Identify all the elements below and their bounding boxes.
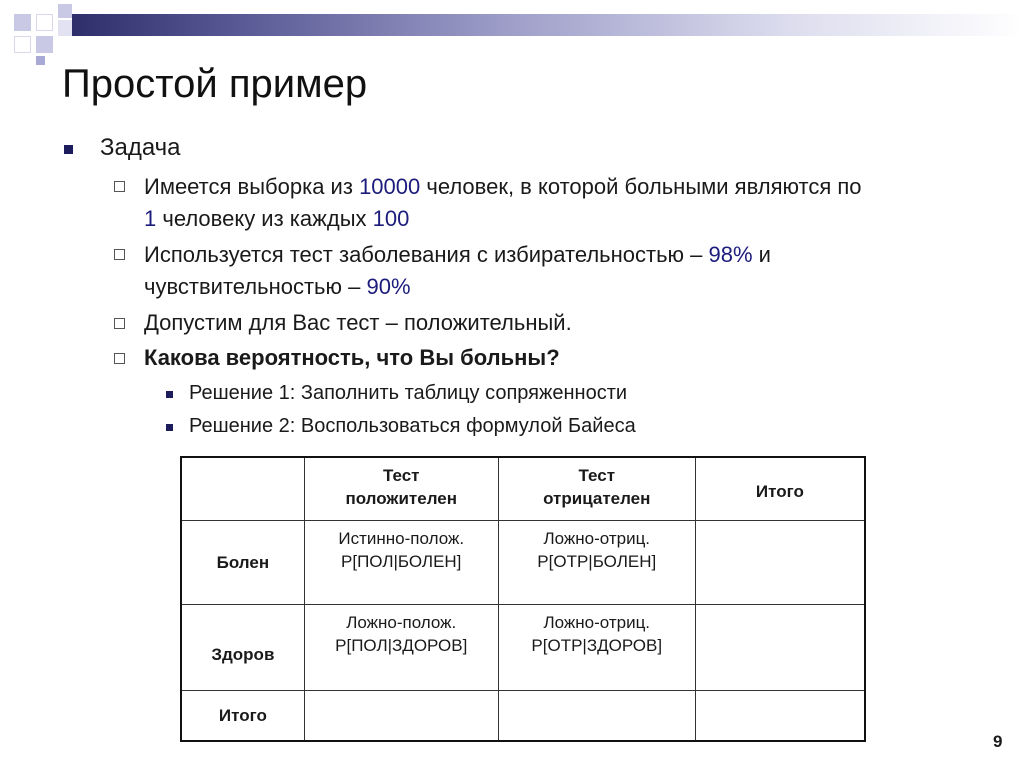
cell-line: P[ОТР|БОЛЕН] [537, 551, 657, 571]
cell-line: P[ПОЛ|ЗДОРОВ] [335, 635, 468, 655]
bullet-item [144, 239, 1004, 303]
bullet-item [144, 171, 1004, 235]
table-cell [498, 690, 695, 741]
number: 100 [372, 206, 410, 231]
table-row [181, 520, 865, 604]
row-header: Болен [181, 520, 304, 604]
decor-square [36, 36, 53, 53]
task-label: Задача [100, 134, 181, 161]
table-cell [304, 520, 498, 604]
header-line: положителен [345, 489, 457, 508]
table-header-row [181, 457, 865, 520]
header-line: отрицателен [543, 489, 651, 508]
table-row [181, 690, 865, 741]
text: человек, в которой больными являются по [420, 174, 862, 199]
table-corner-cell [181, 457, 304, 520]
page-number: 9 [993, 732, 1003, 751]
filled-square-bullet-icon [64, 145, 73, 154]
cell-line: Истинно-полож. [338, 528, 465, 548]
header-line: Тест [578, 466, 616, 485]
hollow-square-bullet-icon [114, 249, 125, 260]
small-square-bullet-icon [166, 424, 173, 431]
decor-square [14, 14, 31, 31]
decor-square [58, 4, 72, 18]
table-cell [695, 604, 865, 690]
row-header: Итого [181, 690, 304, 741]
number: 90% [366, 274, 411, 299]
bullet-item: Допустим для Вас тест – положительный. [144, 310, 572, 335]
table-cell [304, 604, 498, 690]
number: 98% [708, 242, 753, 267]
text: и [752, 242, 771, 267]
column-header [304, 457, 498, 520]
column-header [695, 457, 865, 520]
table-row [181, 604, 865, 690]
number: 10000 [359, 174, 421, 199]
column-header [498, 457, 695, 520]
table-cell [498, 520, 695, 604]
table-cell [304, 690, 498, 741]
cell-line: Ложно-отриц. [543, 528, 651, 548]
hollow-square-bullet-icon [114, 353, 125, 364]
header-line: Тест [382, 466, 420, 485]
decor-square [36, 14, 53, 31]
decor-square [36, 56, 45, 65]
hollow-square-bullet-icon [114, 318, 125, 329]
contingency-table [180, 456, 866, 742]
bullet-item-question: Какова вероятность, что Вы больны? [144, 345, 560, 370]
small-square-bullet-icon [166, 391, 173, 398]
text: Имеется выборка из [144, 174, 360, 199]
text: чувствительностью – [144, 274, 367, 299]
text: человеку из каждых [156, 206, 373, 231]
text: Используется тест заболевания с избирательностью – [144, 242, 709, 267]
decor-square [14, 36, 31, 53]
cell-line: Ложно-полож. [346, 612, 457, 632]
cell-line: Ложно-отриц. [543, 612, 651, 632]
solution-item: Решение 2: Воспользоваться формулой Байеса [189, 415, 636, 437]
cell-line: P[ПОЛ|БОЛЕН] [341, 551, 462, 571]
hollow-square-bullet-icon [114, 181, 125, 192]
decor-square [58, 20, 72, 36]
slide-title: Простой пример [62, 62, 368, 106]
table-cell [695, 520, 865, 604]
cell-line: P[ОТР|ЗДОРОВ] [531, 635, 663, 655]
header-line: Итого [755, 482, 804, 501]
table-cell [498, 604, 695, 690]
header-gradient-band [72, 14, 1024, 36]
solution-item: Решение 1: Заполнить таблицу сопряженности [189, 382, 628, 404]
table-cell [695, 690, 865, 741]
row-header: Здоров [181, 604, 304, 690]
number: 1 [144, 206, 157, 231]
